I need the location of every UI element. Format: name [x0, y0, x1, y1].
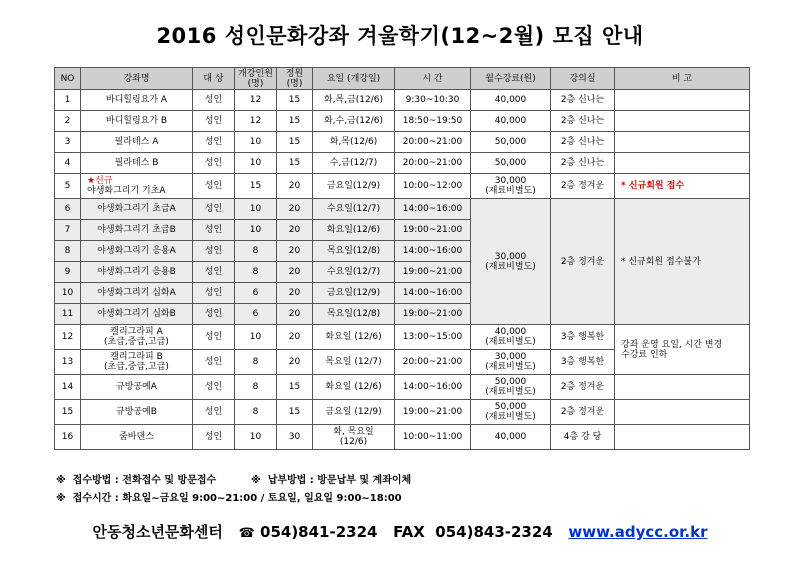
- cell-day: 목요일(12/8): [313, 304, 395, 325]
- table-row: [55, 325, 750, 350]
- cell-course: 규방공예A: [81, 375, 193, 400]
- cell-fee: 40,000 (재료비별도): [471, 325, 551, 350]
- cell-fee: 50,000: [471, 132, 551, 153]
- cell-course: 필라테스 A: [81, 132, 193, 153]
- note-hours: ※ 접수시간 : 화요일~금요일 9:00~21:00 / 토요일, 일요일 9:00~18:00: [56, 493, 402, 504]
- cell-fee-merged: 30,000 (재료비별도): [471, 199, 551, 325]
- cell-min-enroll: 10: [235, 153, 277, 174]
- cell-course: 야생화그리기 초급B: [81, 220, 193, 241]
- table-row: [55, 90, 750, 111]
- cell-room: 2층 신나는: [551, 132, 615, 153]
- cell-remarks-merged: * 신규회원 접수불가: [615, 199, 750, 325]
- cell-no: 5: [55, 174, 81, 199]
- cell-course: 캘리그라피 B (초급,중급,고급): [81, 350, 193, 375]
- course-name: 야생화그리기 기초A: [87, 186, 166, 196]
- cell-time: 19:00~21:00: [395, 220, 471, 241]
- cell-capacity: 15: [277, 90, 313, 111]
- cell-no: 2: [55, 111, 81, 132]
- cell-time: 14:00~16:00: [395, 199, 471, 220]
- cell-course: 야생화그리기 심화A: [81, 283, 193, 304]
- cell-no: 15: [55, 400, 81, 425]
- cell-no: 3: [55, 132, 81, 153]
- cell-course: 규방공예B: [81, 400, 193, 425]
- cell-time: 18:50~19:50: [395, 111, 471, 132]
- cell-min-enroll: 10: [235, 132, 277, 153]
- contact-footer: [0, 521, 800, 542]
- cell-no: 16: [55, 425, 81, 450]
- cell-day: 화,목,금(12/6): [313, 90, 395, 111]
- phone-number: 054)841-2324: [260, 523, 378, 541]
- cell-no: 14: [55, 375, 81, 400]
- cell-fee: 50,000: [471, 153, 551, 174]
- cell-min-enroll: 8: [235, 350, 277, 375]
- course-schedule-table: [54, 67, 750, 450]
- cell-day: 금요일(12/9): [313, 283, 395, 304]
- cell-day: 금요일(12/9): [313, 174, 395, 199]
- cell-min-enroll: 10: [235, 425, 277, 450]
- cell-time: 10:00~11:00: [395, 425, 471, 450]
- cell-fee: 40,000: [471, 90, 551, 111]
- cell-time: 13:00~15:00: [395, 325, 471, 350]
- cell-time: 20:00~21:00: [395, 132, 471, 153]
- cell-remarks: [615, 111, 750, 132]
- cell-course: 야생화그리기 응용B: [81, 262, 193, 283]
- cell-time: 19:00~21:00: [395, 304, 471, 325]
- header-capacity: 정원(명): [277, 68, 313, 90]
- table-row: [55, 400, 750, 425]
- cell-no: 11: [55, 304, 81, 325]
- cell-course: 바디힐링요가 A: [81, 90, 193, 111]
- cell-room: 2층 정겨운: [551, 375, 615, 400]
- cell-remarks: [615, 425, 750, 450]
- header-room: 강의실: [551, 68, 615, 90]
- cell-room: 4층 강 당: [551, 425, 615, 450]
- cell-capacity: 20: [277, 350, 313, 375]
- cell-target: 성인: [193, 241, 235, 262]
- cell-target: 성인: [193, 90, 235, 111]
- table-row: [55, 111, 750, 132]
- cell-room: 2층 신나는: [551, 90, 615, 111]
- cell-target: 성인: [193, 304, 235, 325]
- cell-day: 화요일 (12/6): [313, 325, 395, 350]
- cell-time: 20:00~21:00: [395, 350, 471, 375]
- cell-course: 캘리그라피 A (초급,중급,고급): [81, 325, 193, 350]
- cell-no: 1: [55, 90, 81, 111]
- table-row: [55, 199, 750, 220]
- header-no: NO: [55, 68, 81, 90]
- cell-target: 성인: [193, 262, 235, 283]
- cell-remarks: [615, 400, 750, 425]
- cell-capacity: 15: [277, 111, 313, 132]
- cell-target: 성인: [193, 132, 235, 153]
- cell-capacity: 15: [277, 375, 313, 400]
- cell-remarks: [615, 375, 750, 400]
- cell-capacity: 20: [277, 325, 313, 350]
- header-remarks: 비 고: [615, 68, 750, 90]
- header-course: 강좌명: [81, 68, 193, 90]
- cell-no: 12: [55, 325, 81, 350]
- cell-capacity: 20: [277, 220, 313, 241]
- cell-target: 성인: [193, 425, 235, 450]
- table-row: [55, 153, 750, 174]
- cell-room: 2층 정겨운: [551, 400, 615, 425]
- cell-capacity: 20: [277, 241, 313, 262]
- cell-no: 13: [55, 350, 81, 375]
- header-min-enroll: 개강인원(명): [235, 68, 277, 90]
- website-link[interactable]: www.adycc.or.kr: [568, 523, 708, 541]
- cell-time: 14:00~16:00: [395, 241, 471, 262]
- cell-remarks: [615, 90, 750, 111]
- cell-room: 3층 행복한: [551, 325, 615, 350]
- table-row: [55, 425, 750, 450]
- table-row: [55, 174, 750, 199]
- cell-target: 성인: [193, 350, 235, 375]
- cell-time: 9:30~10:30: [395, 90, 471, 111]
- cell-min-enroll: 10: [235, 325, 277, 350]
- cell-min-enroll: 8: [235, 400, 277, 425]
- cell-capacity: 20: [277, 262, 313, 283]
- cell-day: 화요일(12/6): [313, 220, 395, 241]
- cell-course: 야생화그리기 심화B: [81, 304, 193, 325]
- cell-capacity: 30: [277, 425, 313, 450]
- cell-time: 19:00~21:00: [395, 262, 471, 283]
- cell-min-enroll: 8: [235, 241, 277, 262]
- cell-day: 화,수,금(12/6): [313, 111, 395, 132]
- cell-room: 2층 신나는: [551, 111, 615, 132]
- cell-min-enroll: 10: [235, 199, 277, 220]
- cell-target: 성인: [193, 199, 235, 220]
- cell-time: 14:00~16:00: [395, 283, 471, 304]
- page-title: 2016 성인문화강좌 겨울학기(12~2월) 모집 안내: [156, 24, 644, 48]
- telephone-icon: ☎: [238, 526, 255, 541]
- cell-min-enroll: 12: [235, 111, 277, 132]
- cell-target: 성인: [193, 375, 235, 400]
- new-course-badge: ★신규: [87, 176, 113, 186]
- cell-day: 화, 목요일 (12/6): [313, 425, 395, 450]
- cell-course: 줌바댄스: [81, 425, 193, 450]
- cell-capacity: 20: [277, 304, 313, 325]
- header-time: 시 간: [395, 68, 471, 90]
- cell-min-enroll: 6: [235, 304, 277, 325]
- cell-capacity: 20: [277, 199, 313, 220]
- cell-day: 수,금(12/7): [313, 153, 395, 174]
- cell-no: 9: [55, 262, 81, 283]
- cell-fee: 30,000 (재료비별도): [471, 350, 551, 375]
- cell-day: 화요일 (12/6): [313, 375, 395, 400]
- cell-time: 19:00~21:00: [395, 400, 471, 425]
- table-row: [55, 132, 750, 153]
- cell-course: 야생화그리기 초급A: [81, 199, 193, 220]
- cell-fee: 50,000 (재료비별도): [471, 375, 551, 400]
- cell-day: 목요일(12/8): [313, 241, 395, 262]
- cell-remarks: [615, 153, 750, 174]
- cell-target: 성인: [193, 220, 235, 241]
- registration-notes: [56, 472, 411, 508]
- cell-day: 수요일(12/7): [313, 262, 395, 283]
- cell-target: 성인: [193, 400, 235, 425]
- cell-room: 2층 정겨운: [551, 174, 615, 199]
- cell-min-enroll: 6: [235, 283, 277, 304]
- cell-remarks: * 신규회원 접수: [615, 174, 750, 199]
- cell-fee: 50,000 (재료비별도): [471, 400, 551, 425]
- cell-target: 성인: [193, 111, 235, 132]
- cell-min-enroll: 8: [235, 375, 277, 400]
- cell-no: 4: [55, 153, 81, 174]
- header-target: 대 상: [193, 68, 235, 90]
- cell-fee: 40,000: [471, 425, 551, 450]
- cell-course: 바디힐링요가 B: [81, 111, 193, 132]
- cell-day: 수요일(12/7): [313, 199, 395, 220]
- cell-capacity: 20: [277, 174, 313, 199]
- cell-no: 8: [55, 241, 81, 262]
- cell-time: 20:00~21:00: [395, 153, 471, 174]
- org-name: 안동청소년문화센터: [92, 523, 223, 541]
- table-row: [55, 375, 750, 400]
- cell-no: 6: [55, 199, 81, 220]
- cell-target: 성인: [193, 325, 235, 350]
- header-day: 요일 (개강일): [313, 68, 395, 90]
- cell-course: 야생화그리기 응용A: [81, 241, 193, 262]
- cell-time: 10:00~12:00: [395, 174, 471, 199]
- cell-no: 7: [55, 220, 81, 241]
- cell-min-enroll: 12: [235, 90, 277, 111]
- cell-day: 목요일 (12/7): [313, 350, 395, 375]
- cell-course: [81, 174, 193, 199]
- cell-day: 화,목(12/6): [313, 132, 395, 153]
- cell-room-merged: 2층 정겨운: [551, 199, 615, 325]
- cell-target: 성인: [193, 153, 235, 174]
- cell-remarks: [615, 132, 750, 153]
- header-fee: 월수강료(원): [471, 68, 551, 90]
- cell-capacity: 20: [277, 283, 313, 304]
- cell-capacity: 15: [277, 153, 313, 174]
- cell-fee: 30,000 (재료비별도): [471, 174, 551, 199]
- note-method: ※ 접수방법 : 전화접수 및 방문접수 ※ 납부방법 : 방문납부 및 계좌이체: [56, 475, 412, 486]
- cell-room: 2층 신나는: [551, 153, 615, 174]
- cell-target: 성인: [193, 174, 235, 199]
- cell-no: 10: [55, 283, 81, 304]
- cell-room: 3층 행복한: [551, 350, 615, 375]
- cell-min-enroll: 8: [235, 262, 277, 283]
- cell-target: 성인: [193, 283, 235, 304]
- fax-number: FAX 054)843-2324: [393, 523, 553, 541]
- cell-min-enroll: 10: [235, 220, 277, 241]
- cell-min-enroll: 15: [235, 174, 277, 199]
- cell-time: 14:00~16:00: [395, 375, 471, 400]
- table-header-row: [55, 68, 750, 90]
- cell-day: 금요일 (12/9): [313, 400, 395, 425]
- cell-capacity: 15: [277, 400, 313, 425]
- cell-fee: 40,000: [471, 111, 551, 132]
- cell-capacity: 15: [277, 132, 313, 153]
- cell-remarks-merged: 강좌 운영 요일, 시간 변경 수강료 인하: [615, 325, 750, 375]
- cell-course: 필라테스 B: [81, 153, 193, 174]
